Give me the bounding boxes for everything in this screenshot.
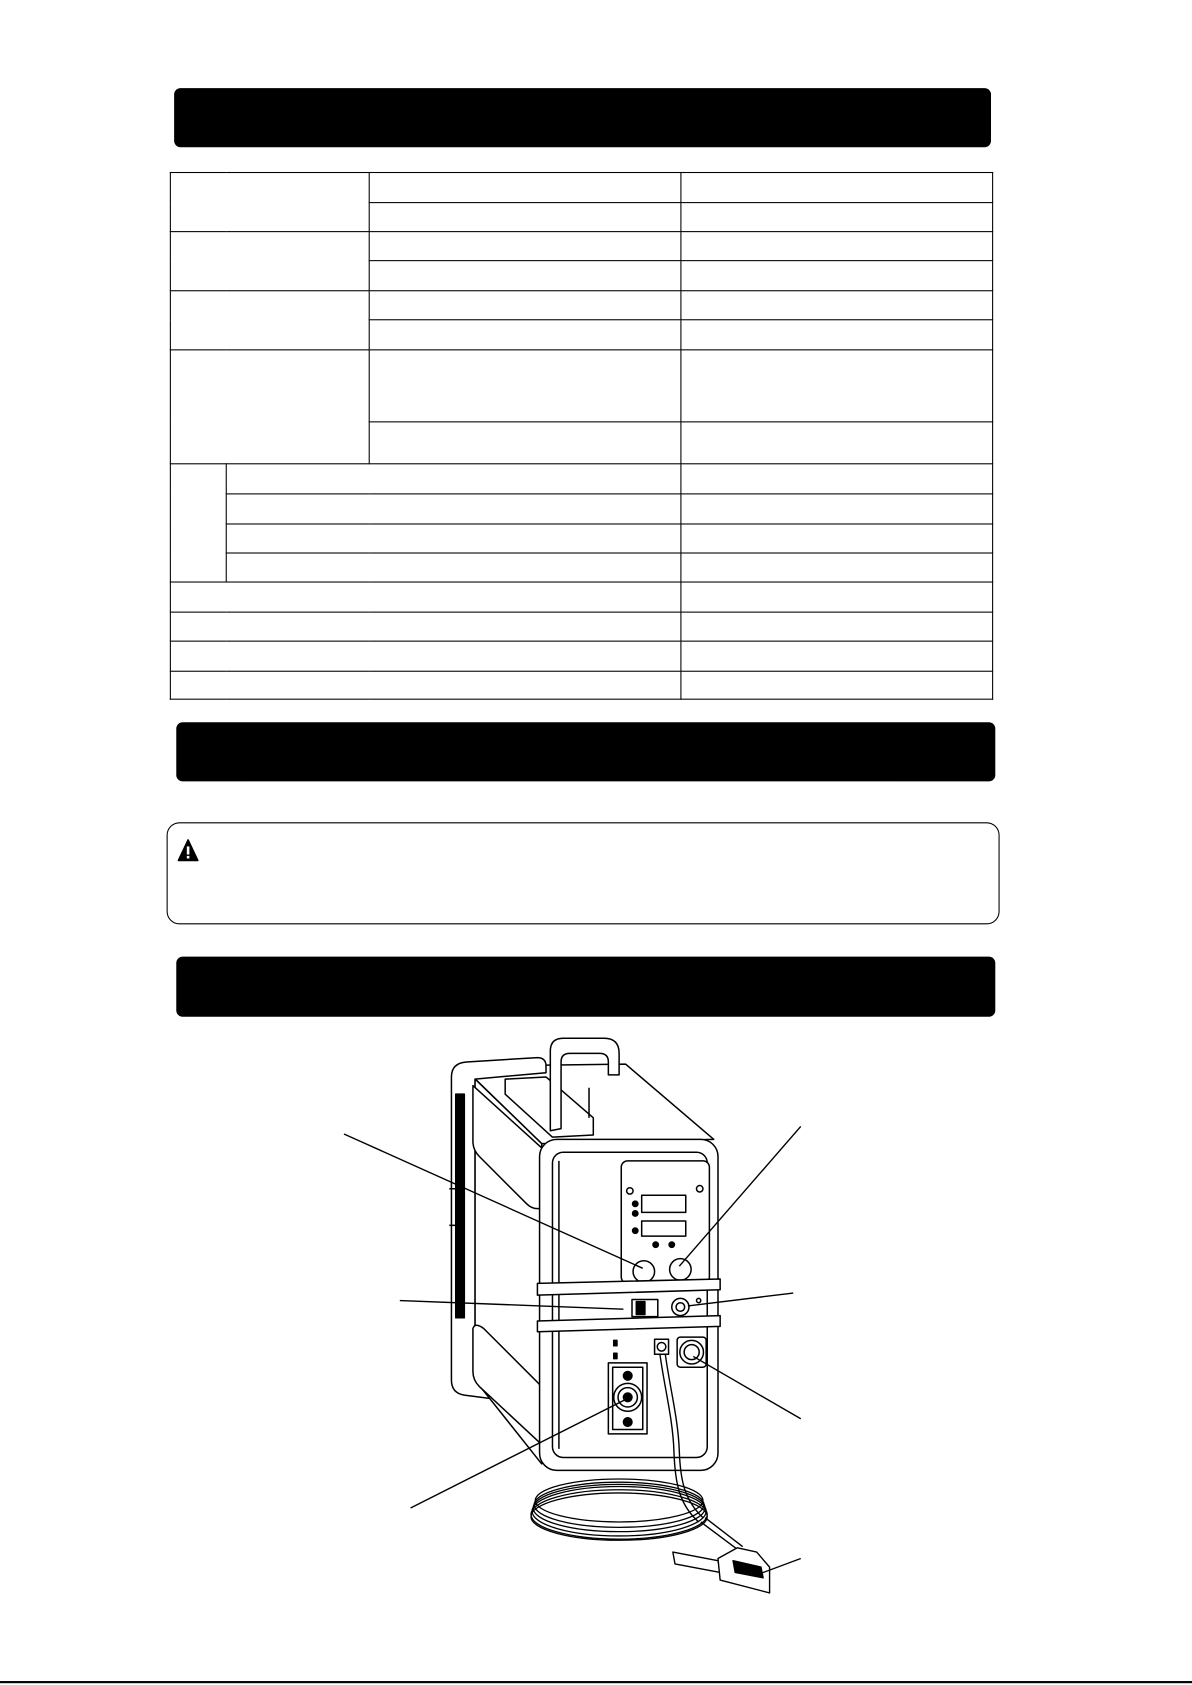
cable-coil [531, 1479, 707, 1540]
panel-screw [696, 1186, 702, 1192]
panel-screw [696, 1298, 700, 1302]
indicator-led [633, 1201, 638, 1206]
control-knob-right [670, 1259, 691, 1280]
torch-connector-core [676, 1303, 685, 1312]
warning-triangle-icon [177, 838, 198, 862]
spec-item [170, 671, 681, 699]
spec-item [369, 232, 681, 261]
spec-value [681, 524, 993, 553]
spec-value [681, 553, 993, 582]
spec-item [170, 612, 681, 641]
table-row [170, 232, 992, 261]
spec-value [681, 203, 993, 232]
table-row [170, 173, 992, 203]
spec-group-label [170, 464, 226, 582]
spec-item [226, 494, 681, 524]
table-row [170, 524, 992, 553]
indicator-led [669, 1242, 674, 1247]
spec-value [681, 494, 993, 524]
power-switch-rocker [636, 1302, 645, 1315]
table-row [170, 582, 992, 612]
spec-item [226, 524, 681, 553]
footer-rule [0, 1681, 1192, 1683]
table-row [170, 671, 992, 699]
earth-clamp [673, 1548, 770, 1593]
spec-value [681, 350, 993, 422]
spec-item [369, 261, 681, 291]
section-header-components [176, 957, 995, 1017]
spec-item [369, 203, 681, 232]
spec-item [369, 422, 681, 464]
spec-group-label [170, 173, 369, 232]
spec-value [681, 261, 993, 291]
indicator-led [633, 1211, 638, 1216]
spec-item [369, 173, 681, 203]
table-row [170, 464, 992, 494]
indicator-led [653, 1242, 658, 1247]
clamp-jaw [673, 1552, 720, 1572]
coil-loop [531, 1493, 707, 1540]
control-knob-left [633, 1261, 654, 1282]
indicator-led [633, 1228, 638, 1233]
spec-item [226, 464, 681, 494]
table-row [170, 553, 992, 582]
spec-item [170, 641, 681, 671]
section-header-specifications [174, 88, 991, 147]
spec-item [369, 320, 681, 350]
spec-value [681, 422, 993, 464]
table-row [170, 612, 992, 641]
remote-connector-core [684, 1345, 699, 1360]
clamp-cable [705, 1518, 743, 1547]
spec-item [170, 582, 681, 612]
spec-value [681, 464, 993, 494]
spec-value [681, 173, 993, 203]
spec-group-label [170, 232, 369, 291]
spec-value [681, 582, 993, 612]
spec-table [170, 172, 993, 700]
welding-machine-drawing [322, 1026, 838, 1612]
spec-item [369, 291, 681, 320]
panel-screw [627, 1188, 633, 1194]
spec-value [681, 671, 993, 699]
spec-group-label [170, 291, 369, 350]
spec-value [681, 641, 993, 671]
table-row [170, 350, 992, 422]
spec-value [681, 291, 993, 320]
terminal-screw [623, 1418, 632, 1427]
back-rail [456, 1094, 465, 1318]
spec-item [226, 553, 681, 582]
warning-box [167, 822, 1000, 924]
display-upper [642, 1195, 686, 1212]
spec-group-label [170, 350, 369, 464]
spec-value [681, 612, 993, 641]
section-header-safety [176, 722, 995, 781]
spec-value [681, 320, 993, 350]
table-row [170, 291, 992, 320]
clamp-cable [701, 1522, 740, 1551]
spec-value [681, 232, 993, 261]
bolt-mark [614, 1353, 617, 1358]
bolt-mark [614, 1340, 617, 1345]
terminal-screw [623, 1371, 632, 1380]
table-row [170, 641, 992, 671]
gas-connector-core [657, 1342, 666, 1351]
table-row [170, 494, 992, 524]
display-lower [642, 1221, 686, 1236]
spec-item [369, 350, 681, 422]
